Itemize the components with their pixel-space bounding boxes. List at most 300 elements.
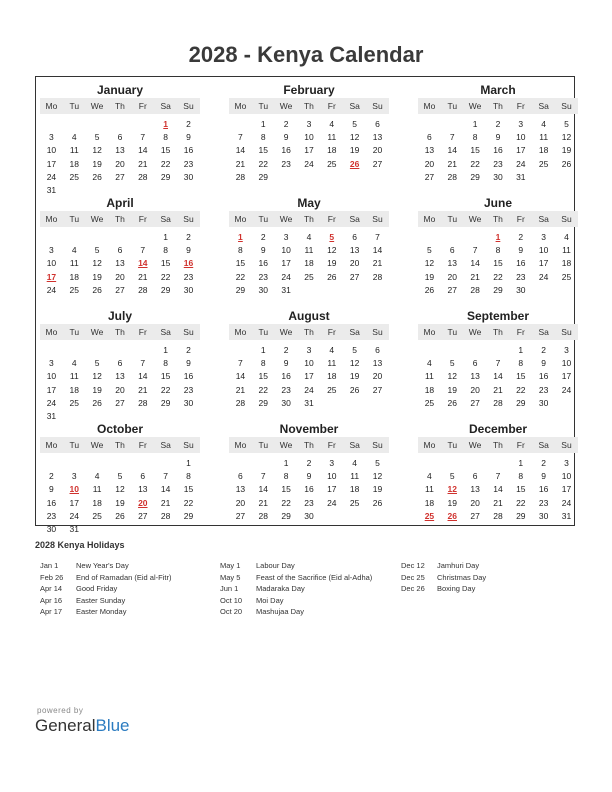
weekday-label: Su	[372, 101, 383, 111]
weekday-label: Su	[183, 101, 194, 111]
day-cell: 7	[375, 232, 380, 242]
holiday-day-cell: 26	[447, 510, 457, 521]
generalblue-logo[interactable]	[35, 716, 130, 736]
day-cell: 31	[561, 510, 572, 521]
weekday-label: Th	[303, 214, 314, 224]
month-name: January	[96, 83, 144, 97]
day-cell: 1	[518, 458, 524, 468]
day-cell: 7	[449, 132, 455, 143]
day-cell: 18	[69, 271, 79, 282]
day-grid	[229, 118, 389, 184]
day-cell: 27	[115, 284, 125, 295]
day-cell: 8	[186, 471, 191, 482]
holiday-day-cell: 1	[163, 119, 168, 129]
day-cell: 5	[375, 458, 380, 468]
day-cell: 19	[327, 258, 337, 269]
day-cell: 6	[140, 471, 146, 482]
empty-cell	[63, 231, 86, 244]
day-cell: 13	[372, 358, 383, 369]
weekday-label: Fr	[516, 327, 525, 337]
day-cell: 25	[349, 497, 360, 508]
day-cell: 19	[92, 271, 102, 282]
weekday-label: Su	[561, 214, 572, 224]
holiday-name: Mashujaa Day	[256, 607, 304, 616]
month-name: October	[96, 422, 143, 436]
empty-cell	[86, 118, 109, 131]
month-october	[40, 422, 200, 536]
day-cell: 20	[470, 497, 480, 508]
day-cell: 6	[117, 132, 123, 143]
holiday-row	[40, 572, 171, 584]
day-cell: 7	[140, 245, 146, 256]
day-cell: 2	[541, 458, 546, 468]
day-cell: 7	[163, 471, 168, 482]
day-cell: 22	[258, 384, 268, 395]
weekday-label: We	[279, 440, 293, 450]
day-cell: 13	[115, 258, 125, 269]
day-cell: 30	[281, 397, 291, 408]
empty-cell	[487, 344, 510, 357]
day-cell: 30	[538, 510, 549, 521]
day-cell: 20	[372, 371, 383, 382]
day-cell: 29	[160, 171, 171, 182]
day-cell: 8	[163, 245, 168, 256]
day-cell: 17	[304, 145, 314, 156]
day-cell: 10	[538, 245, 549, 256]
day-cell: 25	[424, 397, 435, 408]
day-cell: 5	[94, 358, 100, 369]
weekday-header	[418, 211, 578, 227]
weekday-header	[229, 324, 389, 340]
month-may	[229, 196, 389, 297]
day-cell: 15	[493, 258, 503, 269]
weekday-label: Mo	[45, 214, 58, 224]
day-cell: 12	[349, 132, 360, 143]
day-cell: 22	[160, 158, 171, 169]
day-cell: 4	[564, 232, 569, 242]
weekday-label: Tu	[447, 327, 458, 337]
day-cell: 3	[518, 119, 524, 129]
holiday-day-cell: 26	[349, 158, 360, 169]
day-cell: 15	[470, 145, 480, 156]
day-cell: 8	[163, 358, 168, 369]
day-cell: 14	[235, 371, 246, 382]
day-cell: 18	[561, 258, 572, 269]
day-cell: 3	[329, 458, 335, 468]
weekday-label: Mo	[423, 214, 436, 224]
empty-cell	[464, 457, 487, 470]
day-grid	[229, 231, 389, 297]
day-cell: 19	[92, 158, 102, 169]
weekday-label: Mo	[423, 440, 436, 450]
month-december	[418, 422, 578, 523]
day-cell: 11	[539, 132, 549, 143]
empty-cell	[86, 231, 109, 244]
day-cell: 9	[260, 245, 266, 256]
day-cell: 10	[561, 358, 572, 369]
holiday-date: Apr 14	[40, 584, 63, 593]
month-april	[40, 196, 200, 297]
weekday-header	[229, 437, 389, 453]
weekday-header	[40, 211, 200, 227]
empty-cell	[86, 344, 109, 357]
weekday-label: Sa	[160, 440, 171, 450]
day-cell: 27	[372, 158, 383, 169]
day-cell: 8	[283, 471, 289, 482]
holiday-day-cell: 1	[495, 232, 501, 242]
day-cell: 22	[516, 384, 526, 395]
day-cell: 31	[46, 184, 57, 195]
weekday-label: Th	[492, 214, 503, 224]
day-cell: 7	[140, 132, 146, 143]
weekday-label: Sa	[538, 214, 549, 224]
day-cell: 29	[516, 397, 526, 408]
weekday-header	[418, 437, 578, 453]
day-cell: 8	[472, 132, 478, 143]
empty-cell	[131, 344, 154, 357]
weekday-label: Su	[372, 214, 383, 224]
day-grid	[418, 344, 578, 410]
empty-cell	[441, 344, 464, 357]
day-grid	[40, 344, 200, 423]
day-cell: 18	[424, 497, 435, 508]
day-cell: 22	[516, 497, 526, 508]
day-cell: 16	[304, 484, 314, 495]
day-cell: 7	[238, 358, 243, 369]
weekday-label: Sa	[538, 327, 549, 337]
day-cell: 9	[186, 132, 191, 143]
day-cell: 12	[92, 371, 102, 382]
day-cell: 10	[516, 132, 526, 143]
holiday-column-2	[220, 560, 372, 618]
month-name: September	[466, 309, 530, 323]
day-cell: 6	[352, 232, 357, 242]
weekday-label: Tu	[447, 440, 458, 450]
day-cell: 5	[94, 132, 100, 143]
day-cell: 9	[495, 132, 501, 143]
day-cell: 2	[541, 345, 546, 355]
day-cell: 15	[258, 145, 268, 156]
holiday-name: Good Friday	[76, 584, 118, 593]
day-cell: 14	[258, 484, 268, 495]
day-cell: 29	[258, 397, 268, 408]
day-cell: 16	[493, 145, 503, 156]
holiday-name: Labour Day	[256, 561, 295, 570]
day-cell: 5	[564, 119, 569, 129]
day-cell: 11	[69, 145, 79, 156]
day-cell: 17	[46, 384, 57, 395]
month-name: August	[288, 309, 330, 323]
day-cell: 14	[470, 258, 480, 269]
weekday-label: We	[468, 101, 482, 111]
holiday-day-cell: 1	[238, 232, 243, 242]
empty-cell	[487, 457, 510, 470]
day-cell: 16	[281, 371, 291, 382]
day-cell: 17	[46, 158, 57, 169]
weekday-header	[229, 98, 389, 114]
day-cell: 11	[562, 245, 571, 256]
day-cell: 31	[304, 397, 314, 408]
day-cell: 4	[427, 471, 432, 482]
month-july	[40, 309, 200, 423]
weekday-header	[229, 211, 389, 227]
weekday-label: Tu	[69, 440, 80, 450]
day-cell: 17	[538, 258, 549, 269]
day-cell: 15	[235, 258, 246, 269]
holiday-date: Dec 26	[401, 584, 425, 593]
day-cell: 4	[541, 119, 546, 129]
weekday-label: Fr	[138, 327, 147, 337]
day-cell: 8	[163, 132, 168, 143]
day-cell: 24	[46, 397, 57, 408]
day-cell: 2	[49, 471, 54, 482]
empty-cell	[154, 457, 177, 470]
empty-cell	[63, 344, 86, 357]
day-cell: 29	[160, 397, 171, 408]
day-cell: 17	[304, 371, 314, 382]
day-cell: 13	[424, 145, 435, 156]
weekday-header	[418, 98, 578, 114]
weekday-header	[418, 324, 578, 340]
weekday-label: Th	[303, 440, 314, 450]
day-cell: 22	[470, 158, 480, 169]
day-cell: 20	[235, 497, 246, 508]
day-cell: 2	[186, 119, 191, 129]
weekday-label: Th	[114, 440, 125, 450]
day-cell: 24	[46, 171, 57, 182]
empty-cell	[441, 118, 464, 131]
month-name: May	[297, 196, 321, 210]
day-cell: 29	[235, 284, 246, 295]
day-cell: 14	[447, 145, 457, 156]
day-cell: 29	[160, 284, 171, 295]
day-grid	[229, 457, 389, 523]
empty-cell	[464, 231, 487, 244]
empty-cell	[109, 457, 132, 470]
day-cell: 23	[304, 497, 314, 508]
holiday-day-cell: 16	[183, 258, 194, 269]
day-cell: 3	[564, 345, 569, 355]
weekday-label: Su	[561, 440, 572, 450]
day-cell: 12	[424, 258, 435, 269]
day-cell: 21	[235, 384, 246, 395]
holiday-name: Christmas Day	[437, 572, 487, 582]
empty-cell	[229, 457, 252, 470]
day-cell: 21	[258, 497, 268, 508]
empty-cell	[441, 457, 464, 470]
month-january	[40, 83, 200, 197]
day-cell: 20	[115, 271, 125, 282]
empty-cell	[40, 457, 63, 470]
day-cell: 16	[46, 497, 57, 508]
holiday-column-1	[40, 560, 171, 618]
day-cell: 17	[69, 497, 79, 508]
day-cell: 6	[472, 358, 478, 369]
weekday-label: Sa	[349, 101, 360, 111]
holiday-date: Apr 16	[40, 595, 63, 605]
day-cell: 12	[92, 258, 102, 269]
weekday-label: Th	[492, 327, 503, 337]
day-cell: 26	[447, 397, 457, 408]
day-cell: 15	[516, 484, 526, 495]
day-cell: 25	[561, 271, 572, 282]
day-cell: 29	[470, 171, 480, 182]
weekday-label: Tu	[69, 327, 80, 337]
weekday-label: Tu	[258, 101, 269, 111]
day-cell: 4	[329, 345, 335, 355]
weekday-label: Th	[114, 327, 125, 337]
day-cell: 23	[258, 271, 268, 282]
day-cell: 17	[516, 145, 526, 156]
day-cell: 1	[283, 458, 289, 468]
day-cell: 31	[69, 523, 79, 534]
weekday-label: Fr	[327, 327, 336, 337]
day-cell: 23	[538, 497, 549, 508]
weekday-label: Mo	[423, 101, 436, 111]
day-cell: 27	[470, 510, 480, 521]
day-cell: 18	[349, 484, 360, 495]
weekday-label: Mo	[45, 327, 58, 337]
day-grid	[40, 231, 200, 297]
day-cell: 23	[46, 510, 57, 521]
day-cell: 1	[163, 232, 168, 242]
holiday-date: May 1	[220, 561, 241, 570]
month-name: July	[107, 309, 132, 323]
weekday-label: Th	[114, 214, 125, 224]
day-cell: 27	[349, 271, 360, 282]
day-cell: 5	[117, 471, 123, 482]
day-cell: 20	[115, 384, 125, 395]
day-cell: 11	[92, 484, 102, 495]
day-cell: 28	[372, 271, 383, 282]
holiday-row	[40, 595, 171, 607]
day-cell: 27	[138, 510, 148, 521]
day-cell: 14	[138, 145, 148, 156]
day-cell: 9	[186, 358, 191, 369]
month-september	[418, 309, 578, 410]
weekday-label: Su	[561, 327, 572, 337]
weekday-label: Fr	[327, 440, 336, 450]
day-cell: 23	[183, 271, 194, 282]
holiday-column-3	[401, 560, 486, 595]
month-name: June	[483, 196, 512, 210]
weekday-label: Fr	[516, 101, 525, 111]
day-cell: 10	[304, 132, 314, 143]
day-cell: 19	[349, 371, 360, 382]
day-cell: 21	[447, 158, 457, 169]
weekday-label: Tu	[69, 101, 80, 111]
weekday-label: Tu	[258, 214, 269, 224]
day-cell: 2	[186, 232, 191, 242]
day-cell: 13	[470, 371, 480, 382]
day-cell: 27	[424, 171, 435, 182]
empty-cell	[86, 457, 109, 470]
day-cell: 11	[350, 471, 360, 482]
holiday-day-cell: 25	[424, 510, 435, 521]
day-cell: 26	[92, 171, 102, 182]
weekday-label: Mo	[45, 440, 58, 450]
day-cell: 25	[304, 271, 314, 282]
day-cell: 21	[138, 384, 148, 395]
day-cell: 3	[283, 232, 289, 242]
weekday-label: We	[279, 101, 293, 111]
day-cell: 27	[115, 397, 125, 408]
day-cell: 21	[493, 384, 503, 395]
empty-cell	[131, 231, 154, 244]
day-cell: 22	[493, 271, 503, 282]
weekday-label: Fr	[138, 214, 147, 224]
day-cell: 25	[92, 510, 102, 521]
day-cell: 2	[186, 345, 191, 355]
day-grid	[418, 118, 578, 184]
day-cell: 20	[115, 158, 125, 169]
holiday-date: Apr 17	[40, 607, 63, 616]
day-cell: 23	[538, 384, 549, 395]
day-cell: 24	[561, 384, 572, 395]
day-cell: 25	[327, 384, 337, 395]
day-cell: 18	[92, 497, 102, 508]
holiday-row	[401, 572, 486, 584]
powered-by-text: powered by	[37, 706, 84, 715]
day-cell: 26	[327, 271, 337, 282]
day-cell: 26	[372, 497, 383, 508]
day-cell: 16	[538, 484, 549, 495]
day-cell: 15	[160, 258, 171, 269]
day-cell: 6	[375, 119, 380, 129]
day-cell: 24	[327, 497, 337, 508]
day-cell: 28	[235, 171, 246, 182]
weekday-header	[40, 324, 200, 340]
weekday-label: Tu	[447, 101, 458, 111]
day-cell: 13	[447, 258, 457, 269]
month-name: December	[468, 422, 528, 436]
weekday-label: Th	[492, 101, 503, 111]
holiday-row	[220, 572, 372, 584]
day-cell: 27	[470, 397, 480, 408]
day-cell: 12	[372, 471, 383, 482]
day-cell: 3	[49, 132, 54, 143]
day-cell: 15	[281, 484, 291, 495]
day-grid	[418, 231, 578, 297]
day-cell: 21	[493, 497, 503, 508]
day-cell: 16	[281, 145, 291, 156]
holiday-date: Dec 12	[401, 561, 425, 570]
weekday-label: Th	[303, 101, 314, 111]
weekday-label: We	[279, 214, 293, 224]
month-february	[229, 83, 389, 184]
holiday-date: Dec 25	[401, 572, 425, 582]
day-cell: 9	[306, 471, 312, 482]
day-cell: 5	[449, 471, 455, 482]
day-cell: 6	[117, 245, 123, 256]
weekday-label: Fr	[138, 440, 147, 450]
holiday-day-cell: 5	[329, 232, 335, 242]
holiday-row	[220, 560, 372, 572]
day-cell: 19	[115, 497, 125, 508]
holiday-name: New Year's Day	[76, 561, 129, 570]
weekday-label: We	[90, 101, 104, 111]
weekday-label: Sa	[349, 327, 360, 337]
day-cell: 27	[235, 510, 246, 521]
day-cell: 30	[538, 397, 549, 408]
day-cell: 17	[561, 484, 572, 495]
day-cell: 15	[258, 371, 268, 382]
day-cell: 25	[327, 158, 337, 169]
empty-cell	[418, 344, 441, 357]
holiday-row	[40, 606, 171, 618]
day-cell: 16	[183, 371, 194, 382]
day-cell: 22	[160, 384, 171, 395]
